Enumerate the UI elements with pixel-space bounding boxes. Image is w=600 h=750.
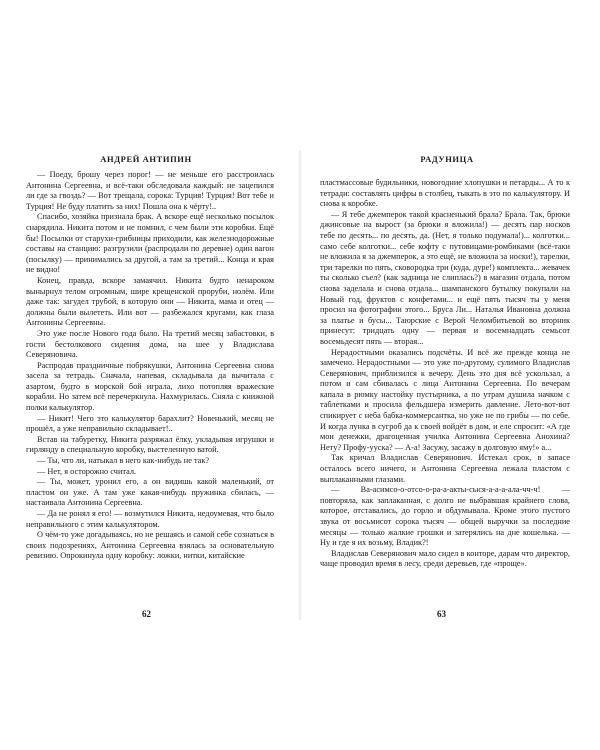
paragraph: — Я тебе джемперок такой красненький брала? Брала. Так, брюки джинсовые на вырост (за брюки я вложила!) — десять пар носков тебе по десять... по десять, да. (Нет, я только подумала!)... колготки... само себе колготки... себе кофту с путовицами-ромбиками (всё-таки не вложила я за джемперок, а это ещё, не вложила за носки!), тарелки, три тарелки по пять, сковородка три (куда, дуре!) комплекта... жевачек ты сколько съел? (как задница не слиплась?) в магазин отдала, потом снова заделала и снова отдала... шампанского бутылку покупали на Новый год, фруктов с конфетами... и ещё пять тысяч ты у меня просил на фотографии этого... Бруса Ли... Наталья Ивановна должна за платье и бусы... Таюрские с Верой Челомбитьевой во вторник принесут: тридцать одну — первая и восемнадцать семьсот восемьдесят пять — вторая... — [320, 209, 570, 346]
paragraph: — Никит! Чего это калькулятор барахлит? Новенький, месяц не прошёл, а уже неправильно складывает!.. — [26, 413, 274, 434]
paragraph: — Ты, что ли, натыкал в него как-нибудь не так? — [37, 456, 210, 466]
right-running-head: РАДУНИЦА — [420, 154, 474, 164]
left-page-body — [26, 170, 274, 562]
paragraph: — Ва-асимсо-о-отсо-о-ра-а-акты-сыся-а-а-а-ала-чч-ч! — повторяла, как заплаканная, с долго не выбравшая крайнего слова, которое, отставались, до горло и обдумывала. Кроме этого пустого звука от восьмисот сорока тысяч — общей выручки за последние месяцы — только жалкие грошки и затерялись на дне кошелька. — Ну и где я их возьму, Владик?! — [320, 485, 570, 548]
paragraph: Конец, правда, вскоре замаячил. Никита будто ненароком вынырнул телом огромным, шире крещенской проруби, нолём. Или даже так: загудел трубой, в которую они — Никита, мама и отец — должны были вылететь. Или вот — разбежался кругами, как глаза Антонины Сергеевны. — [26, 275, 274, 328]
left-page-number: 62 — [142, 609, 151, 619]
paragraph: пластмассовые будильники, новогодние хлопушки и петарды... А то к тетради: составлять цифры в столбец, тыкать в это по калькулятору. И снова к коробке. — [320, 178, 570, 209]
paragraph: Это уже после Нового года было. На третий месяц забастовки, в гости бестолкового сидения дома, на шее у Владислава Северяновича. — [26, 328, 274, 360]
paragraph: О чём-то уже догадываясь, но не решаясь и самой себе сознаться в своих подозрениях, Антонина Сергеевна взялась за основательную ревизию. Опрокинула одну коробку: ложки, нитки, китайские — [26, 530, 274, 561]
paragraph: — Да не ронял я его! — возмутился Никита, недоумевая, что было неправильного с этим калькулятором. — [26, 509, 274, 529]
paragraph: Нерадостными оказались подсчёты. И всё же прежде конца не замечено. Нерадостными — это уже по-другому, сулимого Владислав Северянович, приблизился к вечеру. День это дня всё ускользал, а потом и сам сбивалась с лица Антонина Сергеевна. По вечерам капала в рюмку настойку пустырника, а по утрам душила начком с таблетками и просила фельдшера измерить давление. Лето-вот-вот спикирует с неба бабка-коммерсантка, но уже не по грибы — по себе. И когда лунка в сугроб да к своей войдёт в дом, и еле спросит: «А где мои денежки, драгоценная училка Антонина Сергеевна Анохина? Нету? Профу-ууска? — А-а! Засужу, засажу в долговую яму!» а... — [320, 347, 570, 452]
right-page — [300, 0, 600, 750]
paragraph: — Поеду, брошу через порог! — не меньше его расстроилась Антонина Сергеевна, и всё-таки обследовала каждый: не зацепился ли где за гвоздь? — Вот трещала, сорока: Турция! Турция! Вот тебе и Турция! Не буду платить за них! Пошла она к чёрту!.. — [26, 170, 274, 211]
paragraph: Так кричал Владислав Северянович. Истекал срок, в запасе осталось всего ничего, и Антонина Сергеевна лежала пластом с выплаканными глазами. — [320, 453, 570, 484]
paragraph: Спасибо, хозяйка признала брак. А вскоре ещё несколько посылок снарядила. Никита потом и не помнил, с чем были эти коробки. Ещё бы! Посылки от старухи-грибницы приходили, как железнодорожные составы на станцию: разгрузили (распродали по деревне) один вагон (посылку) — принимались за другой, а там за третий... Конца и края не видно! — [26, 212, 274, 275]
left-running-head: АНДРЕЙ АНТИПИН — [100, 154, 192, 164]
paragraph: — Нет, я осторожно считал. — [37, 466, 137, 476]
paragraph: Владислав Северянович мало сидел в конторе, дарам что директор, чаще проводил время в лесу, среди деревьев, где «проще». — [320, 548, 570, 569]
right-page-body — [320, 178, 570, 570]
paragraph: Распродав праздничные побрякушки, Антонина Сергеевна снова засела за тетрадь. Сначала, напевая, складывала да вычитала с азартом, будто в морской бой играла, лихо потопляя вражеские корабли. Но затем всё перечеркнула. Нахмурилась. Сняла с книжной полки калькулятор. — [26, 360, 274, 413]
paragraph: — Ты, может, уронил его, а он видишь какой маленький, от пластом он уже. А там уже какая-нибудь пружинка сбилась, — настаивала Антонина Сергеевна. — [26, 477, 274, 508]
paragraph: Встав на табуретку, Никита разряжал ёлку, укладывая игрушки и гирлянду в специальную коробку, выстеленную ватой. — [26, 434, 274, 455]
right-page-number: 63 — [437, 609, 446, 619]
